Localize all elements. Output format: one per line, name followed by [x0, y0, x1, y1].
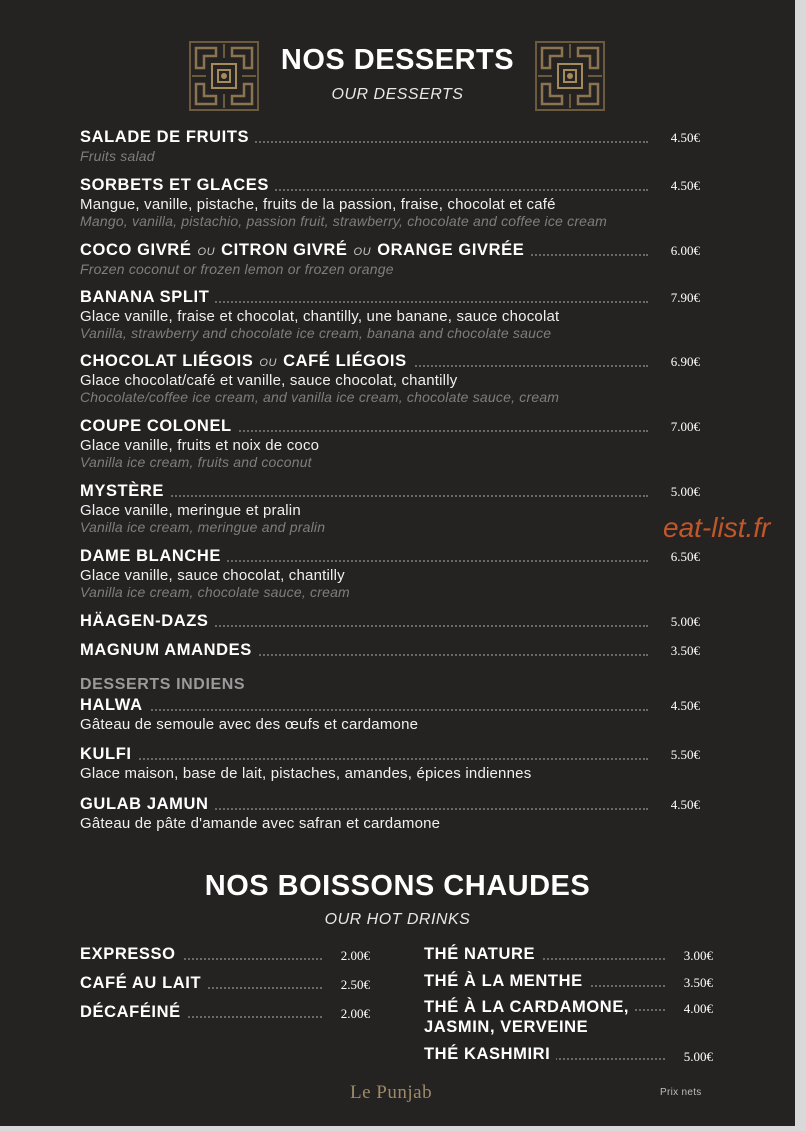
- item-translation: Fruits salad: [80, 148, 155, 164]
- drink-name: THÉ KASHMIRI: [424, 1044, 556, 1064]
- or-separator: OU: [197, 246, 216, 258]
- menu-item: [80, 641, 700, 661]
- drink-price: 3.00€: [683, 948, 713, 963]
- drink-item: [424, 1044, 713, 1064]
- section-heading-indian: DESSERTS INDIENS: [80, 676, 246, 693]
- item-name: MYSTÈRE: [80, 482, 170, 501]
- watermark: eat-list.fr: [663, 512, 771, 543]
- item-price: 4.50€: [670, 698, 700, 713]
- menu-item: [80, 612, 700, 632]
- item-description: Glace maison, base de lait, pistaches, amandes, épices indiennes: [80, 765, 532, 782]
- item-price: 4.50€: [670, 797, 700, 812]
- item-name: BANANA SPLIT: [80, 288, 215, 307]
- prices-note: Prix nets: [660, 1087, 702, 1098]
- item-price: 4.50€: [670, 178, 700, 193]
- item-translation: Chocolate/coffee ice cream, and vanilla ice cream, chocolate sauce, cream: [80, 389, 560, 405]
- item-price: 5.00€: [670, 484, 700, 499]
- item-description: Mangue, vanille, pistache, fruits de la passion, fraise, chocolat et café: [80, 196, 556, 213]
- item-description: Gâteau de semoule avec des œufs et cardamone: [80, 716, 419, 733]
- drink-price: 4.00€: [683, 1001, 713, 1016]
- drink-item: [424, 944, 713, 964]
- item-translation: Vanilla ice cream, chocolate sauce, cream: [80, 584, 350, 600]
- item-price: 6.90€: [670, 354, 700, 369]
- item-description: Gâteau de pâte d'amande avec safran et cardamone: [80, 815, 441, 832]
- item-price: 6.00€: [670, 243, 700, 258]
- item-translation: Frozen coconut or frozen lemon or frozen orange: [80, 261, 394, 277]
- menu-item: [80, 795, 700, 832]
- drink-name: THÉ À LA CARDAMONE, JASMIN, VERVEINE: [424, 997, 635, 1037]
- item-description: Glace vanille, sauce chocolat, chantilly: [80, 567, 345, 584]
- drink-price: 2.50€: [340, 977, 370, 992]
- item-translation: Vanilla, strawberry and chocolate ice cream, banana and chocolate sauce: [80, 325, 552, 341]
- item-description: Glace vanille, fraise et chocolat, chantilly, une banane, sauce chocolat: [80, 308, 560, 325]
- hot-drinks-subtitle: OUR HOT DRINKS: [324, 911, 471, 928]
- item-price: 5.00€: [670, 614, 700, 629]
- item-description: Glace chocolat/café et vanille, sauce chocolat, chantilly: [80, 372, 458, 389]
- menu-item: [80, 696, 700, 733]
- item-translation: Vanilla ice cream, meringue and pralin: [80, 519, 326, 535]
- menu-item: [80, 241, 700, 277]
- drink-name: THÉ NATURE: [424, 944, 541, 964]
- drink-price: 3.50€: [683, 975, 713, 990]
- drink-name: CAFÉ AU LAIT: [80, 973, 207, 993]
- item-price: 4.50€: [670, 130, 700, 145]
- drink-price: 2.00€: [340, 1006, 370, 1021]
- item-price: 7.90€: [670, 290, 700, 305]
- item-name: CHOCOLAT LIÉGOIS OU CAFÉ LIÉGOIS: [80, 352, 413, 371]
- item-name: KULFI: [80, 745, 138, 764]
- item-name: HALWA: [80, 696, 149, 715]
- hot-drinks-title: NOS BOISSONS CHAUDES: [204, 870, 591, 902]
- drink-name: EXPRESSO: [80, 944, 182, 964]
- menu-item: [80, 288, 700, 341]
- menu-item: [80, 547, 700, 600]
- drink-price: 2.00€: [340, 948, 370, 963]
- leader-dots: [80, 758, 648, 760]
- item-name: MAGNUM AMANDES: [80, 641, 258, 660]
- menu-item: [80, 417, 700, 470]
- item-name: SALADE DE FRUITS: [80, 128, 255, 147]
- item-price: 5.50€: [670, 747, 700, 762]
- desserts-subtitle: OUR DESSERTS: [331, 86, 464, 103]
- item-name: GULAB JAMUN: [80, 795, 215, 814]
- drink-item: [80, 1002, 370, 1022]
- item-translation: Vanilla ice cream, fruits and coconut: [80, 454, 312, 470]
- or-separator: OU: [259, 357, 278, 369]
- drink-name: THÉ À LA MENTHE: [424, 971, 589, 991]
- item-description: Glace vanille, fruits et noix de coco: [80, 437, 320, 454]
- drink-item: [80, 973, 370, 993]
- item-name: SORBETS ET GLACES: [80, 176, 275, 195]
- item-price: 6.50€: [670, 549, 700, 564]
- leader-dots: [80, 709, 648, 711]
- menu-item: [80, 745, 700, 782]
- menu-item: [80, 482, 700, 535]
- desserts-title: NOS DESSERTS: [280, 44, 515, 76]
- or-separator: OU: [353, 246, 372, 258]
- item-name: COCO GIVRÉ OU CITRON GIVRÉ OU ORANGE GIVRÉE: [80, 241, 530, 260]
- drink-item: [80, 944, 370, 964]
- menu-item: [80, 176, 700, 229]
- drink-name: DÉCAFÉINÉ: [80, 1002, 187, 1022]
- item-price: 7.00€: [670, 419, 700, 434]
- item-name: HÄAGEN-DAZS: [80, 612, 215, 631]
- item-translation: Mango, vanilla, pistachio, passion fruit, strawberry, chocolate and coffee ice cream: [80, 213, 608, 229]
- drink-item: [424, 971, 713, 991]
- restaurant-logo: Le Punjab: [350, 1082, 433, 1103]
- menu-item: [80, 128, 700, 164]
- item-name: COUPE COLONEL: [80, 417, 238, 436]
- item-name: DAME BLANCHE: [80, 547, 227, 566]
- drink-price: 5.00€: [683, 1049, 713, 1064]
- item-description: Glace vanille, meringue et pralin: [80, 502, 301, 519]
- item-price: 3.50€: [670, 643, 700, 658]
- drink-item: [424, 997, 713, 1037]
- menu-item: [80, 352, 700, 405]
